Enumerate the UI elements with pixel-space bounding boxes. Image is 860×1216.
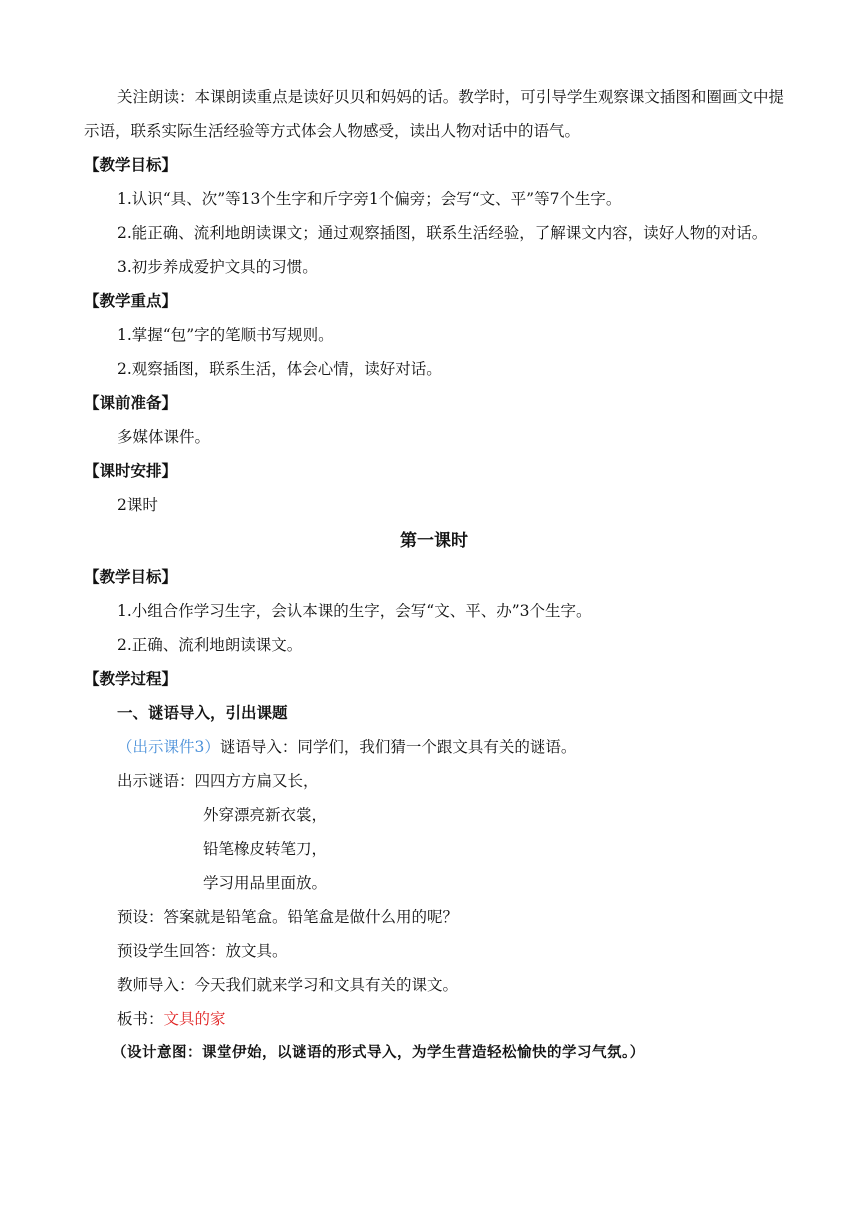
goals-heading: 【教学目标】: [84, 156, 178, 174]
riddle-line-3: 铅笔橡皮转笔刀，: [203, 840, 328, 858]
board-text: 文具的家: [163, 1010, 226, 1028]
courseware-tag: （出示课件3）: [117, 738, 220, 756]
teacher-intro-line: 教师导入：今天我们就来学习和文具有关的课文。: [117, 976, 459, 994]
riddle-label: 出示谜语：: [117, 772, 195, 790]
lesson1-title: 第一课时: [400, 531, 468, 551]
riddle-line-4: 学习用品里面放。: [203, 874, 328, 892]
preparation-text: 多媒体课件。: [117, 428, 211, 446]
lesson1-goal-2: 2.正确、流利地朗读课文。: [117, 636, 303, 654]
intro-paragraph: 关注朗读：本课朗读重点是读好贝贝和妈妈的话。教学时，可引导学生观察课文插图和圈画文中提示语，联系实际生活经验等方式体会人物感受，读出人物对话中的语气。: [84, 88, 784, 140]
preparation-heading: 【课前准备】: [84, 394, 178, 412]
process-heading: 【教学过程】: [84, 670, 178, 688]
preset-line: 预设：答案就是铅笔盒。铅笔盒是做什么用的呢？: [117, 908, 459, 926]
courseware-text: 谜语导入：同学们，我们猜一个跟文具有关的谜语。: [219, 738, 577, 756]
lesson1-goals-heading: 【教学目标】: [84, 568, 178, 586]
courseware-line: [84, 730, 784, 764]
board-label: 板书：: [117, 1010, 164, 1028]
riddle-line-1: 四四方方扁又长，: [194, 772, 319, 790]
key-points-heading: 【教学重点】: [84, 292, 178, 310]
goal-item-1: 1.认识“具、次”等13个生字和斤字旁1个偏旁；会写“文、平”等7个生字。: [117, 190, 622, 208]
key-point-1: 1.掌握“包”字的笔顺书写规则。: [117, 326, 334, 344]
lesson1-goal-1: 1.小组合作学习生字，会认本课的生字，会写“文、平、办”3个生字。: [117, 602, 592, 620]
goal-item-3: 3.初步养成爱护文具的习惯。: [117, 258, 318, 276]
preset-answer-line: 预设学生回答：放文具。: [117, 942, 288, 960]
schedule-heading: 【课时安排】: [84, 462, 178, 480]
schedule-text: 2课时: [117, 496, 158, 514]
step1-title: 一、谜语导入，引出课题: [117, 704, 288, 722]
board-line: [84, 1002, 784, 1036]
goal-item-2: 2.能正确、流利地朗读课文；通过观察插图，联系生活经验，了解课文内容，读好人物的对话。: [117, 224, 768, 242]
key-point-2: 2.观察插图，联系生活，体会心情，读好对话。: [117, 360, 442, 378]
riddle-line-2: 外穿漂亮新衣裳，: [203, 806, 328, 824]
riddle-first-line: [84, 764, 784, 798]
document-page: [84, 80, 784, 1070]
design-intent: （设计意图：课堂伊始，以谜语的形式导入，为学生营造轻松愉快的学习气氛。）: [112, 1045, 645, 1061]
